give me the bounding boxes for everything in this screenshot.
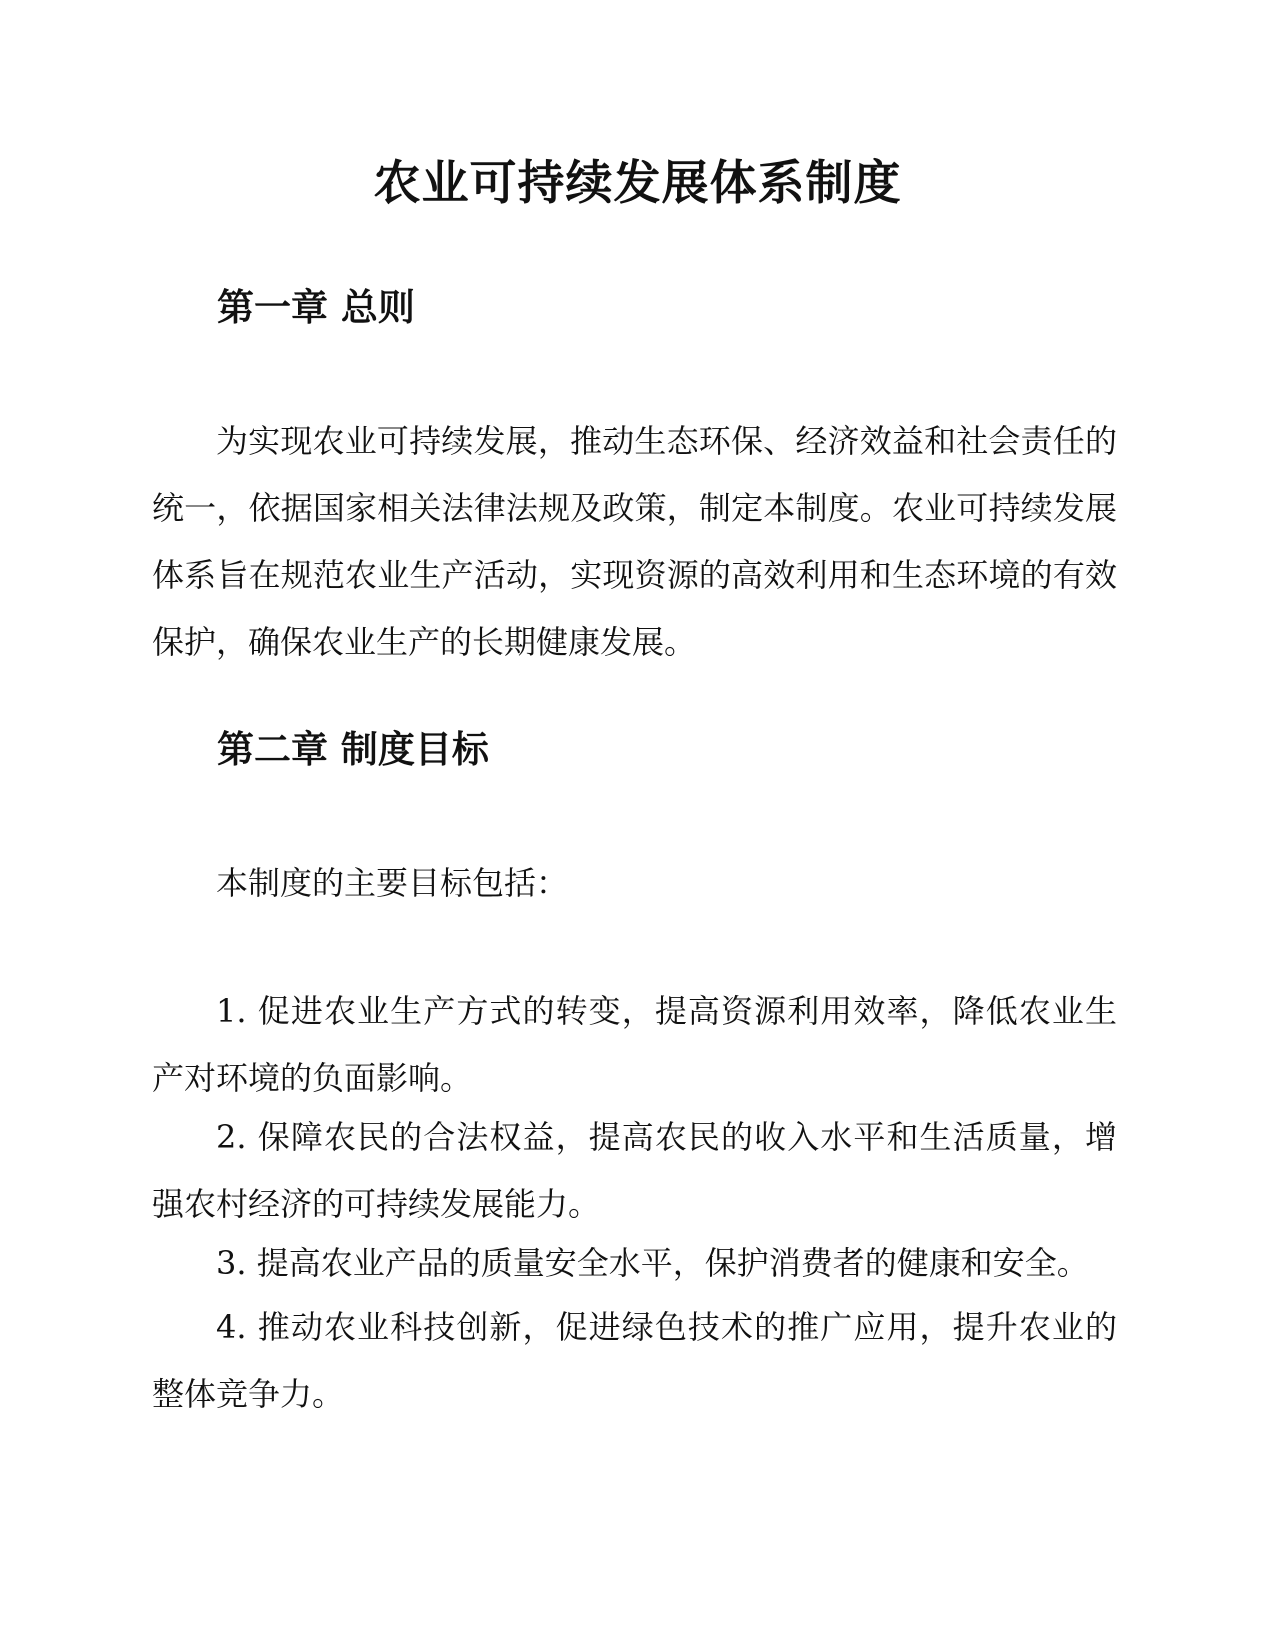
goal-item-2: 2. 保障农民的合法权益，提高农民的收入水平和生活质量，增强农村经济的可持续发展能力。 — [152, 1118, 1117, 1223]
goal-item-4: 4. 推动农业科技创新，促进绿色技术的推广应用，提升农业的整体竞争力。 — [152, 1308, 1117, 1413]
chapter-2-heading: 第二章 制度目标 — [217, 728, 489, 771]
goal-item-1: 1. 促进农业生产方式的转变，提高资源利用效率，降低农业生产对环境的负面影响。 — [152, 992, 1117, 1097]
chapter-2-intro: 本制度的主要目标包括： — [216, 864, 569, 902]
chapter-1-paragraph-1: 为实现农业可持续发展，推动生态环保、经济效益和社会责任的统一，依据国家相关法律法规及政策，制定本制度。农业可持续发展体系旨在规范农业生产活动，实现资源的高效利用和生态环境的有效保护，确保农业生产的长期健康发展。 — [152, 422, 1117, 661]
document-title: 农业可持续发展体系制度 — [373, 156, 902, 211]
goal-item-3: 3. 提高农业产品的质量安全水平，保护消费者的健康和安全。 — [216, 1244, 1089, 1282]
chapter-1-heading: 第一章 总则 — [217, 286, 415, 329]
